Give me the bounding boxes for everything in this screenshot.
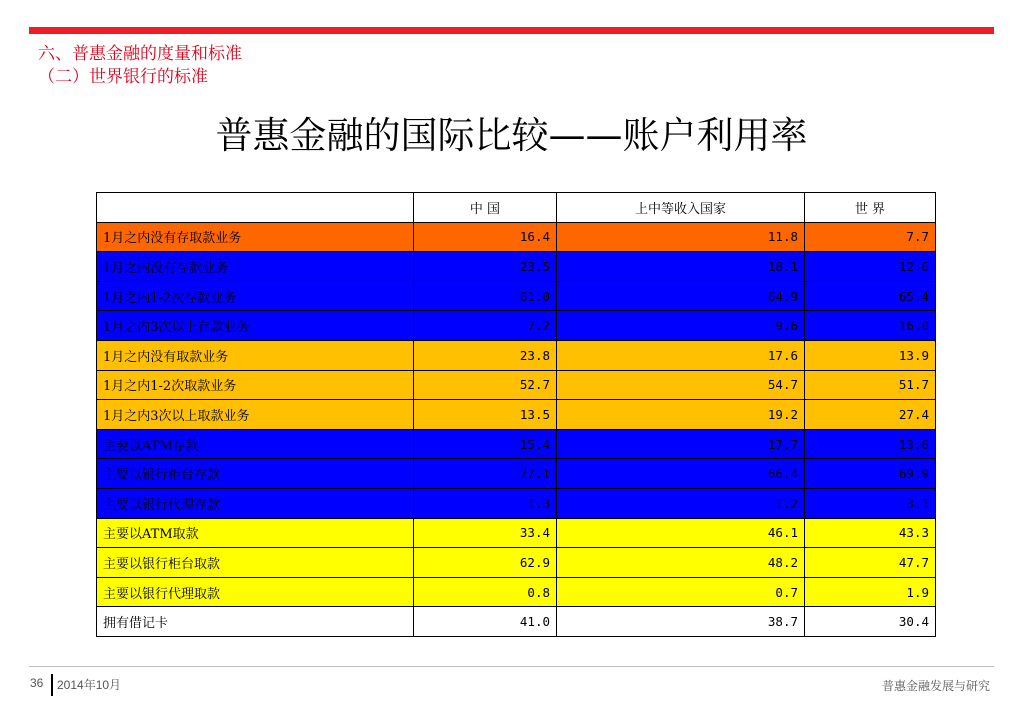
table-row: [97, 488, 936, 518]
cell-china: 7.2: [414, 311, 557, 341]
cell-world: 51.7: [805, 370, 936, 400]
cell-upper-middle: 48.2: [557, 548, 805, 578]
cell-upper-middle: 38.7: [557, 607, 805, 637]
row-label: 1月之内没有存款业务: [97, 252, 414, 282]
row-label: 主要以银行代理存款: [97, 488, 414, 518]
table-row: [97, 252, 936, 282]
row-label: 主要以ATM存款: [97, 429, 414, 459]
footer-date: 2014年10月: [57, 678, 122, 692]
cell-china: 41.0: [414, 607, 557, 637]
table-row: [97, 222, 936, 252]
row-label: 1月之内3次以上存款业务: [97, 311, 414, 341]
table-row: [97, 281, 936, 311]
cell-world: 27.4: [805, 400, 936, 430]
cell-china: 61.0: [414, 281, 557, 311]
row-label: 1月之内没有存取款业务: [97, 222, 414, 252]
table-row: [97, 607, 936, 637]
cell-upper-middle: 19.2: [557, 400, 805, 430]
cell-world: 13.6: [805, 429, 936, 459]
row-label: 1月之内没有取款业务: [97, 340, 414, 370]
cell-upper-middle: 64.9: [557, 281, 805, 311]
cell-world: 65.4: [805, 281, 936, 311]
cell-upper-middle: 46.1: [557, 518, 805, 548]
cell-china: 13.5: [414, 400, 557, 430]
subsection-heading: （二）世界银行的标准: [38, 67, 208, 87]
cell-upper-middle: 9.6: [557, 311, 805, 341]
footer-source: 普惠金融发展与研究: [881, 679, 990, 693]
cell-china: 23.5: [414, 252, 557, 282]
cell-world: 30.4: [805, 607, 936, 637]
cell-world: 69.9: [805, 459, 936, 489]
cell-world: 3.1: [805, 488, 936, 518]
comparison-table: [96, 192, 936, 637]
cell-world: 13.9: [805, 340, 936, 370]
row-label: 1月之内3次以上取款业务: [97, 400, 414, 430]
column-header-world: 世 界: [805, 193, 936, 223]
row-label: 主要以银行代理取款: [97, 577, 414, 607]
cell-upper-middle: 66.4: [557, 459, 805, 489]
column-header-label: [97, 193, 414, 223]
table-row: [97, 429, 936, 459]
table-header-row: [97, 193, 936, 223]
cell-china: 15.4: [414, 429, 557, 459]
cell-world: 12.6: [805, 252, 936, 282]
table-row: [97, 340, 936, 370]
cell-china: 52.7: [414, 370, 557, 400]
row-label: 1月之内1-2次存款业务: [97, 281, 414, 311]
cell-upper-middle: 0.7: [557, 577, 805, 607]
cell-china: 33.4: [414, 518, 557, 548]
cell-world: 1.9: [805, 577, 936, 607]
slide-title: 普惠金融的国际比较——账户利用率: [215, 114, 808, 157]
table-row: [97, 459, 936, 489]
cell-world: 16.0: [805, 311, 936, 341]
column-header-china: 中 国: [414, 193, 557, 223]
cell-upper-middle: 1.2: [557, 488, 805, 518]
table-row: [97, 518, 936, 548]
cell-world: 47.7: [805, 548, 936, 578]
cell-upper-middle: 54.7: [557, 370, 805, 400]
cell-china: 77.1: [414, 459, 557, 489]
row-label: 拥有借记卡: [97, 607, 414, 637]
table-row: [97, 400, 936, 430]
cell-upper-middle: 18.1: [557, 252, 805, 282]
cell-china: 23.8: [414, 340, 557, 370]
cell-world: 43.3: [805, 518, 936, 548]
cell-upper-middle: 17.6: [557, 340, 805, 370]
top-accent-bar: [29, 27, 994, 34]
cell-china: 1.3: [414, 488, 557, 518]
row-label: 主要以银行柜台取款: [97, 548, 414, 578]
footer-divider: [29, 666, 994, 667]
section-heading: 六、普惠金融的度量和标准: [38, 44, 242, 64]
cell-world: 7.7: [805, 222, 936, 252]
table-row: [97, 311, 936, 341]
cell-china: 62.9: [414, 548, 557, 578]
table-row: [97, 548, 936, 578]
column-header-upper-middle-income: 上中等收入国家: [557, 193, 805, 223]
row-label: 1月之内1-2次取款业务: [97, 370, 414, 400]
table-row: [97, 370, 936, 400]
footer-separator: [51, 674, 53, 696]
cell-china: 0.8: [414, 577, 557, 607]
row-label: 主要以银行柜台存款: [97, 459, 414, 489]
row-label: 主要以ATM取款: [97, 518, 414, 548]
table-row: [97, 577, 936, 607]
cell-upper-middle: 17.7: [557, 429, 805, 459]
cell-china: 16.4: [414, 222, 557, 252]
page-number: 36: [30, 676, 44, 690]
cell-upper-middle: 11.8: [557, 222, 805, 252]
